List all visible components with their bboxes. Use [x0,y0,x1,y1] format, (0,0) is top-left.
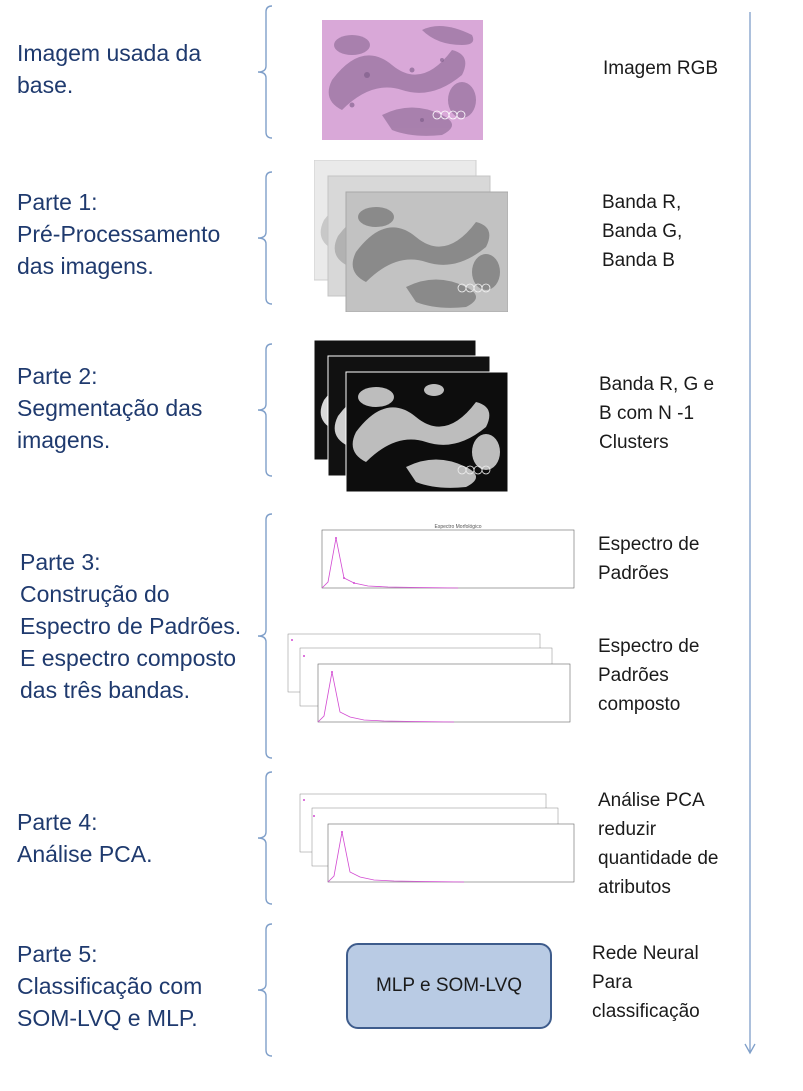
grayscale-band-images [314,160,508,312]
stage-4-brace [254,770,274,906]
segmented-band-images [314,340,508,494]
stage-4-label: Parte 4: Análise PCA. [17,809,153,867]
stage-3-description: Espectro de Padrões [598,534,700,584]
flow-arrow [740,12,760,1057]
mlp-som-lvq-label: MLP e SOM-LVQ [375,975,523,996]
stage-5-label: Parte 5: Classificação com SOM-LVQ e MLP. [17,941,203,1031]
rgb-tissue-image [322,20,483,140]
stage-3-description-composite: Espectro de Padrões composto [598,636,700,715]
stage-4-description: Análise PCA reduzir quantidade de atributos [598,790,719,898]
pattern-spectrum-plot [308,520,578,598]
stage-5-brace [254,922,274,1058]
stage-1-label: Parte 1: Pré-Processamento das imagens. [17,189,221,279]
pca-spectrum-plot [296,790,580,902]
stage-1-description: Banda R, Banda G, Banda B [602,192,683,271]
stage-0-description: Imagem RGB [603,58,719,79]
stage-2-description: Banda R, G e B com N -1 Clusters [599,374,715,453]
stage-5-description: Rede Neural Para classificação [592,943,700,1022]
stage-0-label: Imagem usada da base. [17,40,202,98]
stage-2-label: Parte 2: Segmentação das imagens. [17,363,203,453]
stage-1-brace [254,170,274,306]
mlp-som-lvq-box [346,943,552,1029]
stage-3-label: Parte 3: Construção do Espectro de Padrões. E espectro composto das três bandas. [20,549,242,703]
stage-2-brace [254,342,274,478]
stage-0-brace [254,4,274,140]
stage-3-brace [254,512,274,760]
composite-pattern-spectrum-plot [284,630,576,742]
plot-title: Espectro Morfológico [434,524,482,530]
